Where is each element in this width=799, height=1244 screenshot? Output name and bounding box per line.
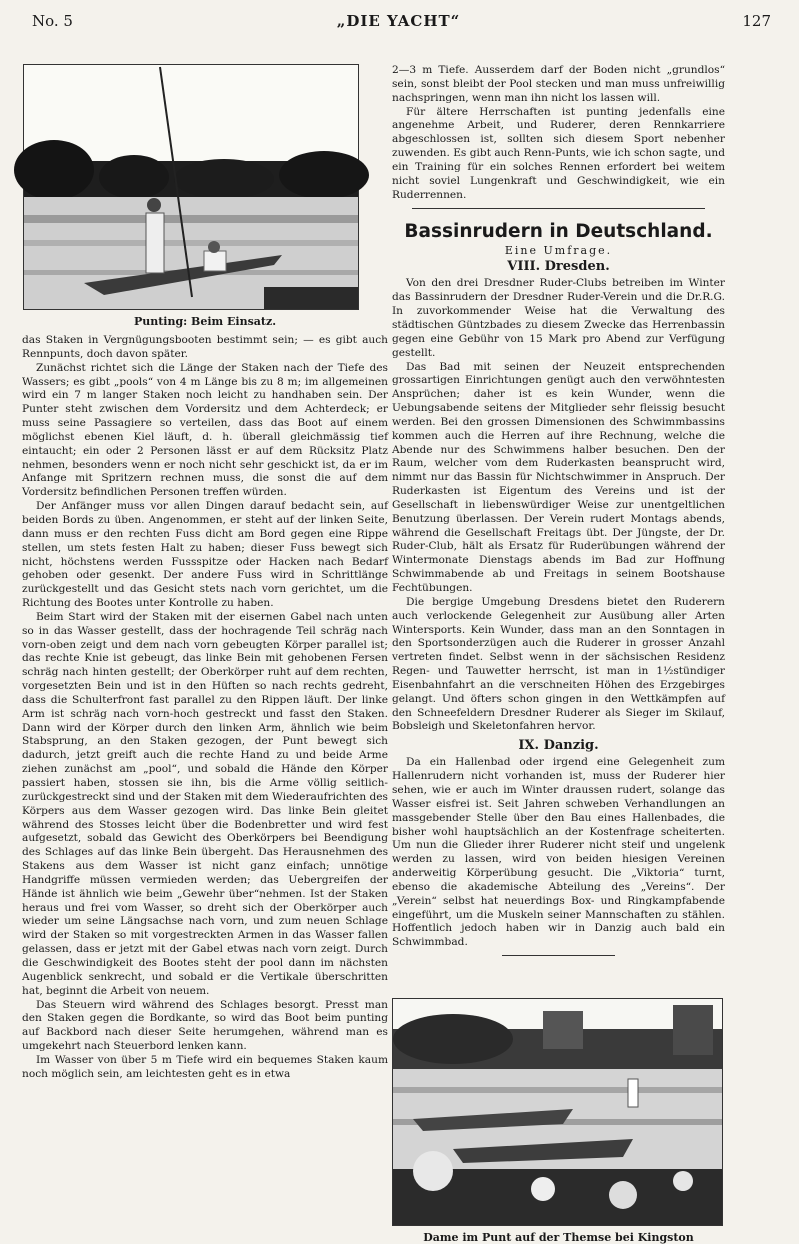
paragraph: Für ältere Herrschaften ist punting jedenfalls eine angenehme Arbeit, und Ruderer, deren Rennkarriere abgeschlossen ist, sollten sich diesem Sport nebenher zuwenden. Es gibt auch Renn-Punts, wie ich schon sagte, und ein Training für ein solches Rennen erfordert bei weitem nicht soviel Lungenkraft und Geschwindigkeit, wie ein Ruderrennen. (392, 105, 725, 201)
paragraph: Zunächst richtet sich die Länge der Staken nach der Tiefe des Wassers; es gibt „pools“ von 4 m Länge bis zu 8 m; im allgemeinen wird ein 7 m langer Staken noch leicht zu handhaben sein. Der Punter steht zwischen dem Vordersitz und dem Achterdeck; er muss seine Passagiere so verteilen, dass das Boot auf einem möglichst ebenen Kiel läuft, d. h. überall gleichmässig tief eintaucht; ein oder 2 Personen lässt er auf dem Rücksitz Platz nehmen, besonders wenn er noch nicht sehr geschickt ist, da er im Anfange mit Spritzern rechnen muss, die sonst die auf dem Vordersitz befindlichen Personen treffen würden. (22, 361, 388, 499)
right-column (392, 64, 725, 1244)
paragraph: Das Steuern wird während des Schlages besorgt. Presst man den Staken gegen die Bordkante, so wird das Boot beim punting auf Backbord nach dieser Seite herumgehen, während man es umgekehrt nach Steuerbord lenken kann. (22, 998, 388, 1053)
page-number: 127 (742, 12, 771, 30)
article-title: Bassinrudern in Deutschland. (404, 221, 713, 243)
left-body-text (22, 334, 388, 1082)
divider (502, 955, 615, 956)
paragraph: Von den drei Dresdner Ruder-Clubs betreiben im Winter das Bassinrudern der Dresdner Ruder-Verein und die Dr.R.G. In zuvorkommender Weise hat die Verwaltung des städtischen Güntzbades zu diesem Zwecke das Herrenbassin gegen eine Gebühr von 15 Mark pro Abend zur Verfügung gestellt. (392, 277, 725, 359)
paragraph: Das Bad mit seinen der Neuzeit entsprechenden grossartigen Einrichtungen genügt auch den verwöhntesten Ansprüchen; daher ist es kein Wunder, wenn die Uebungsabende seitens der Mitglieder sehr fleissig besucht werden. Bei den grossen Dimensionen des Schwimmbassins kommen auch die Herren auf ihre Rechnung, welche die Abende nur des Schwimmens halber besuchen. Den der Raum, welcher vom dem Ruderkasten beansprucht wird, nimmt nur das Bassin für Nichtschwimmer in Anspruch. Der Ruderkasten ist Eigentum des Vereins und ist der Gesellschaft in liebenswürdiger Weise zur unentgeltlichen Benutzung überlassen. Der Verein rudert Montags abends, während die Gesellschaft Freitags übt. Der Jüngste, der Dr. Ruder-Club, hält als Ersatz für Ruderübungen während der Wintermonate Dienstags abends im Bad zur Hoffnung Schwimmabende ab und Freitags in seinem Bootshause Fechtübungen. (392, 360, 725, 594)
paragraph: Da ein Hallenbad oder irgend eine Gelegenheit zum Hallenrudern nicht vorhanden ist, muss der Ruderer hier sehen, wie er auch im Winter draussen rudert, solange das Wasser eisfrei ist. Seit Jahren schweben Verhandlungen an massgebender Stelle über den Bau eines Hallenbades, die bisher wohl hauptsächlich an der Kostenfrage scheiterten. Um nun die Glieder ihrer Ruderer nicht steif und ungelenk werden zu lassen, wird von beiden hiesigen Vereinen anderweitig Körperübung gesucht. Die „Viktoria“ turnt, ebenso die akademische Abteilung des „Vereins“. Der „Verein“ selbst hat neuerdings Box- und Ringkampfabende eingeführt, um die Muskeln seiner Mannschaften zu stählen. Hoffentlich jedoch haben wir in Danzig auch bald ein Schwimmbad. (392, 756, 725, 949)
paragraph: das Staken in Vergnügungsbooten bestimmt sein; — es gibt auch Rennpunts, doch davon später. (22, 334, 388, 360)
right-photo-caption: Dame im Punt auf der Themse bei Kingston (423, 1231, 694, 1244)
right-intro-text (392, 64, 725, 202)
punting-photo (23, 64, 359, 310)
kingston-illustration (393, 999, 722, 1225)
punting-illustration (24, 65, 358, 309)
dresden-text (392, 277, 725, 734)
paragraph: Die bergige Umgebung Dresdens bietet den Ruderern auch verlockende Gelegenheit zur Ausübung aller Arten Wintersports. Kein Wunder, dass man an den Sonntagen in den Sportsonderzügen auch die Ruderer in grosser Anzahl vertreten findet. Selbst wenn in der sächsischen Residenz Regen- und Tauwetter herrscht, ist man in 1½stündiger Eisenbahnfahrt an die verschneiten Höhen des Erzgebirges gelangt. Und öfters schon gingen in den Wettkämpfen auf den Schneefeldern Dresdner Ruderer als Sieger im Skilauf, Bobsleigh und Skeletonfahren hervor. (392, 595, 725, 733)
paragraph: Der Anfänger muss vor allen Dingen darauf bedacht sein, auf beiden Bords zu üben. Angenommen, er steht auf der linken Seite, dann muss er den rechten Fuss dicht am Bord gegen eine Rippe stellen, um stets festen Halt zu haben; dieser Fuss bewegt sich nicht, höchstens werden Fussspitze oder Hacken nach Bedarf gehoben oder gesenkt. Der andere Fuss wird in Schrittlänge zurückgestellt und das Gesicht stets nach vorn gerichtet, um die Richtung des Bootes unter Kontrolle zu haben. (22, 500, 388, 610)
left-column (22, 64, 388, 1087)
section-heading-dresden: VIII. Dresden. (507, 259, 610, 275)
danzig-text (392, 756, 725, 950)
section-heading-danzig: IX. Danzig. (518, 738, 599, 754)
paragraph: Im Wasser von über 5 m Tiefe wird ein bequemes Staken kaum noch möglich sein, am leichtesten geht es in etwa (22, 1053, 388, 1080)
divider (412, 208, 705, 209)
paragraph: 2—3 m Tiefe. Ausserdem darf der Boden nicht „grundlos“ sein, sonst bleibt der Pool stecken und man muss unfreiwillig nachspringen, wenn man ihn nicht los lassen will. (392, 64, 725, 104)
article-subtitle: Eine Umfrage. (504, 244, 613, 258)
journal-title: „DIE YACHT“ (336, 12, 461, 30)
issue-number: No. 5 (32, 12, 73, 30)
kingston-photo (392, 998, 723, 1226)
left-photo-caption: Punting: Beim Einsatz. (133, 315, 277, 328)
paragraph: Beim Start wird der Staken mit der eisernen Gabel nach unten so in das Wasser gestellt, dass der hochragende Teil schräg nach vorn-oben zeigt und dem nach vorn gebeugten Körper parallel ist; das rechte Knie ist gebeugt, das linke Bein mit gehobenen Fersen schräg nach hinten gestellt; der Oberkörper ruht auf dem rechten, vorgesetzten Bein und ist in den Hüften so nach rechts gedreht, dass die Schulterfront fast parallel zu den Rippen läuft. Der linke Arm ist schräg nach vorn-hoch gestreckt und fasst den Staken. Dann wird der Körper durch den linken Arm, ähnlich wie beim Stabsprung, an den Staken gezogen, der Punt bewegt sich dadurch, jetzt greift auch die rechte Hand zu und beide Arme ziehen zunächst am „pool“, und sobald die Hände den Körper passiert haben, stossen sie ihn, bis die Arme völlig seitlich-zurückgestreckt sind und der Staken mit dem Wiederaufrichten des Körpers aus dem Wasser gezogen wird. Das linke Bein gleitet während des Stosses leicht über die Bodenbretter und wird fest aufgesetzt, sobald das Gewicht des Oberkörpers bei Beendigung des Schlages auf das linke Bein übergeht. Das Herausnehmen des Stakens aus dem Wasser ist nicht ganz einfach; unnötige Handgriffe müssen vermieden werden; das Uebergreifen der Hände ist ähnlich wie beim „Gewehr über“nehmen. Ist der Staken heraus und frei vom Wasser, so dreht sich der Oberkörper auch wieder um seine Längsachse nach vorn, und zum neuen Schlage wird der Staken so mit vorgestreckten Armen in das Wasser fallen gelassen, dass er jetzt mit der Gabel etwas nach vorn zeigt. Durch die Geschwindigkeit des Bootes steht der pool dann im nächsten Augenblick senkrecht, und sobald er die Vertikale überschritten hat, beginnt die Arbeit von neuem. (22, 610, 388, 997)
page-header (26, 12, 771, 36)
